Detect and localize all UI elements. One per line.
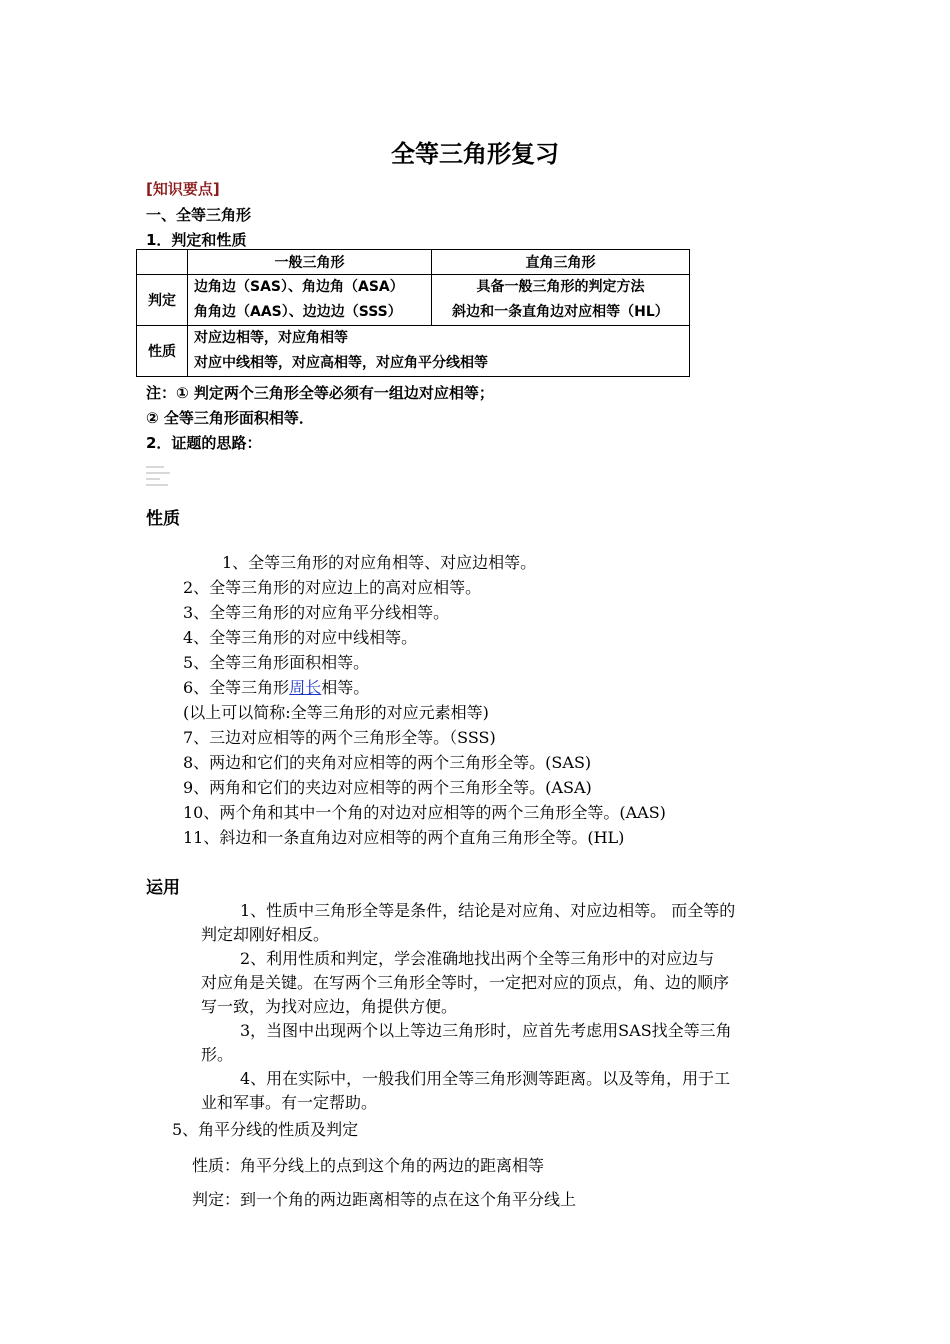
bisector-property: 性质：角平分线上的点到这个角的两边的距离相等 [192,1156,545,1175]
property-item: (以上可以简称:全等三角形的对应元素相等) [183,703,489,722]
perimeter-link[interactable]: 周长 [289,678,322,697]
table-cell-judge-general [188,275,432,326]
bisector-heading: 5、角平分线的性质及判定 [172,1120,359,1139]
judge-right-line: 具备一般三角形的判定方法 [476,279,645,295]
usage-heading: 运用 [146,878,180,898]
judge-general-line: 角角边（AAS）、边边边（SSS） [194,304,402,320]
property-item [183,675,369,698]
subheading-judgement-properties: 1．判定和性质 [146,231,247,249]
judge-right-line: 斜边和一条直角边对应相等（HL） [452,304,669,320]
knowledge-points-label: [知识要点] [146,180,220,198]
usage-line: 对应角是关键。在写两个三角形全等时，一定把对应的顶点，角、边的顺序 [201,973,730,992]
diagram-placeholder-icon [146,462,174,492]
table-row-judgement [137,275,690,326]
table-cell-properties [188,326,690,377]
section-heading-congruent-triangles: 一、全等三角形 [146,206,252,224]
table-header-row [137,250,690,275]
usage-line: 3，当图中出现两个以上等边三角形时，应首先考虑用SAS找全等三角 [240,1021,732,1040]
note-line-2: ② 全等三角形面积相等． [146,409,314,427]
property-item-text: 6、全等三角形 [183,678,290,697]
judgement-properties-table [136,249,690,377]
property-item: 4、全等三角形的对应中线相等。 [183,628,418,647]
property-item: 1、全等三角形的对应角相等、对应边相等。 [222,553,537,572]
table-label-properties: 性质 [137,326,188,377]
property-item: 5、全等三角形面积相等。 [183,653,370,672]
page-title: 全等三角形复习 [391,140,559,168]
properties-heading: 性质 [146,509,180,529]
usage-line: 写一致，为找对应边，角提供方便。 [201,997,458,1016]
property-item: 2、全等三角形的对应边上的高对应相等。 [183,578,482,597]
subheading-proof-approach: 2．证题的思路： [146,434,262,452]
property-item-text: 相等。 [321,678,370,697]
property-item: 10、两个角和其中一个角的对边对应相等的两个三角形全等。(AAS) [183,803,666,822]
usage-line: 2、利用性质和判定，学会准确地找出两个全等三角形中的对应边与 [240,949,715,968]
usage-line: 业和军事。有一定帮助。 [201,1093,378,1112]
property-line: 对应中线相等，对应高相等，对应角平分线相等 [194,355,488,371]
property-item: 11、斜边和一条直角边对应相等的两个直角三角形全等。(HL) [183,828,625,847]
usage-line: 1、性质中三角形全等是条件，结论是对应角、对应边相等。 而全等的 [240,901,736,920]
judge-general-line: 边角边（SAS）、角边角（ASA） [194,279,404,295]
property-line: 对应边相等，对应角相等 [194,330,348,346]
table-cell-judge-right [432,275,690,326]
usage-line: 判定却刚好相反。 [201,925,330,944]
usage-line: 4、用在实际中，一般我们用全等三角形测等距离。以及等角，用于工 [240,1069,731,1088]
property-item: 9、两角和它们的夹边对应相等的两个三角形全等。(ASA) [183,778,592,797]
property-item: 7、三边对应相等的两个三角形全等。（SSS) [183,728,496,747]
table-header-right: 直角三角形 [432,250,690,275]
note-line-1: 注：① 判定两个三角形全等必须有一组边对应相等； [146,384,494,402]
usage-line: 形。 [201,1045,234,1064]
table-header-general: 一般三角形 [188,250,432,275]
bisector-judgement: 判定：到一个角的两边距离相等的点在这个角平分线上 [192,1190,577,1209]
table-label-judgement: 判定 [137,275,188,326]
table-row-properties [137,326,690,377]
table-corner-cell [137,250,188,275]
property-item: 3、全等三角形的对应角平分线相等。 [183,603,450,622]
property-item: 8、两边和它们的夹角对应相等的两个三角形全等。(SAS) [183,753,592,772]
